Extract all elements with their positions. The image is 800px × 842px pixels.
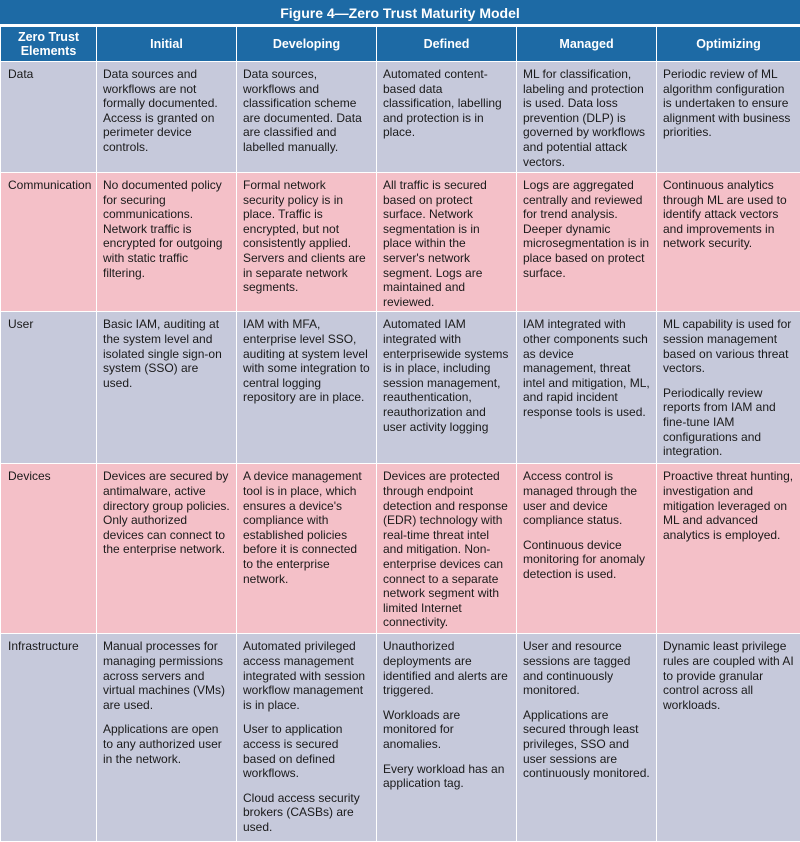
table-row-data: [1, 62, 800, 173]
cell-communication-initial: [97, 173, 237, 312]
table-row-communication: [1, 173, 800, 312]
cell-data-initial: [97, 62, 237, 173]
column-header-defined: Defined: [377, 27, 517, 62]
cell-devices-optimizing: [657, 464, 800, 634]
cell-devices-initial: [97, 464, 237, 634]
row-label-communication: Communication: [1, 173, 97, 312]
cell-paragraph: Logs are aggregated centrally and reviewed for trend analysis. Deeper dynamic microsegmentation is in place based on protect surface.: [523, 178, 650, 280]
cell-data-developing: [237, 62, 377, 173]
cell-paragraph: Devices are secured by antimalware, active directory group policies. Only authorized devices can connect to the enterprise network.: [103, 469, 230, 557]
cell-paragraph: IAM with MFA, enterprise level SSO, auditing at system level with some integration to central logging repository are in place.: [243, 317, 370, 405]
cell-paragraph: Automated privileged access management integrated with session workflow management is in place.: [243, 639, 370, 712]
maturity-table: [0, 26, 800, 842]
cell-user-initial: [97, 312, 237, 464]
cell-paragraph: No documented policy for securing communications. Network traffic is encrypted for outgoing with static traffic filtering.: [103, 178, 230, 280]
row-label-infrastructure: Infrastructure: [1, 634, 97, 842]
cell-paragraph: Applications are secured through least privileges, SSO and user sessions are continuously monitored.: [523, 708, 650, 781]
cell-paragraph: ML for classification, labeling and protection is used. Data loss prevention (DLP) is governed by workflows and potential attack vectors.: [523, 67, 650, 169]
cell-communication-developing: [237, 173, 377, 312]
cell-paragraph: IAM integrated with other components such as device management, threat intel and mitigation, ML, and rapid incident response tools is used.: [523, 317, 650, 419]
row-label-data: Data: [1, 62, 97, 173]
cell-infrastructure-managed: [517, 634, 657, 842]
row-label-user: User: [1, 312, 97, 464]
cell-paragraph: User and resource sessions are tagged and continuously monitored.: [523, 639, 650, 697]
figure-title: Figure 4—Zero Trust Maturity Model: [0, 0, 800, 26]
cell-communication-optimizing: [657, 173, 800, 312]
cell-paragraph: Formal network security policy is in place. Traffic is encrypted, but not consistently applied. Servers and clients are in separate network segments.: [243, 178, 370, 295]
cell-paragraph: Automated IAM integrated with enterprisewide systems is in place, including session management, reauthentication, reauthorization and user activity logging: [383, 317, 510, 434]
cell-paragraph: All traffic is secured based on protect surface. Network segmentation is in place within the server's network segment. Logs are maintained and reviewed.: [383, 178, 510, 309]
table-header: [1, 27, 800, 62]
table-row-infrastructure: [1, 634, 800, 842]
cell-user-developing: [237, 312, 377, 464]
cell-user-managed: [517, 312, 657, 464]
cell-paragraph: Workloads are monitored for anomalies.: [383, 708, 510, 752]
cell-paragraph: Periodic review of ML algorithm configuration is undertaken to ensure alignment with business priorities.: [663, 67, 794, 140]
cell-paragraph: ML capability is used for session management based on various threat vectors.: [663, 317, 794, 375]
table-row-devices: [1, 464, 800, 634]
column-header-initial: Initial: [97, 27, 237, 62]
table-row-user: [1, 312, 800, 464]
cell-paragraph: Manual processes for managing permissions across servers and virtual machines (VMs) are used.: [103, 639, 230, 712]
cell-user-defined: [377, 312, 517, 464]
cell-paragraph: Continuous device monitoring for anomaly detection is used.: [523, 538, 650, 582]
cell-paragraph: Unauthorized deployments are identified and alerts are triggered.: [383, 639, 510, 697]
row-label-devices: Devices: [1, 464, 97, 634]
column-header-optimizing: Optimizing: [657, 27, 800, 62]
cell-paragraph: Periodically review reports from IAM and fine-tune IAM configurations and integration.: [663, 386, 794, 459]
cell-paragraph: Data sources and workflows are not formally documented. Access is granted on perimeter device controls.: [103, 67, 230, 155]
cell-user-optimizing: [657, 312, 800, 464]
cell-data-managed: [517, 62, 657, 173]
cell-paragraph: User to application access is secured based on defined workflows.: [243, 722, 370, 780]
table-body: [1, 62, 800, 842]
cell-paragraph: Devices are protected through endpoint detection and response (EDR) technology with real-time threat intel and mitigation. Non-enterprise devices can connect to a separate network segment with limited Internet connectivity.: [383, 469, 510, 630]
column-header-elements: Zero Trust Elements: [1, 27, 97, 62]
cell-data-optimizing: [657, 62, 800, 173]
column-header-managed: Managed: [517, 27, 657, 62]
cell-paragraph: Applications are open to any authorized user in the network.: [103, 722, 230, 766]
cell-paragraph: Data sources, workflows and classification scheme are documented. Data are classified and labelled manually.: [243, 67, 370, 155]
cell-infrastructure-optimizing: [657, 634, 800, 842]
cell-infrastructure-defined: [377, 634, 517, 842]
cell-paragraph: Continuous analytics through ML are used to identify attack vectors and improvements in network security.: [663, 178, 794, 251]
cell-devices-defined: [377, 464, 517, 634]
cell-communication-defined: [377, 173, 517, 312]
cell-communication-managed: [517, 173, 657, 312]
cell-paragraph: A device management tool is in place, which ensures a device's compliance with established policies before it is connected to the enterprise network.: [243, 469, 370, 586]
cell-devices-developing: [237, 464, 377, 634]
cell-paragraph: Proactive threat hunting, investigation and mitigation leveraged on ML and advanced analytics is employed.: [663, 469, 794, 542]
cell-devices-managed: [517, 464, 657, 634]
cell-paragraph: Basic IAM, auditing at the system level and isolated single sign-on system (SSO) are used.: [103, 317, 230, 390]
cell-data-defined: [377, 62, 517, 173]
cell-infrastructure-developing: [237, 634, 377, 842]
cell-paragraph: Dynamic least privilege rules are coupled with AI to provide granular control across all workloads.: [663, 639, 794, 712]
cell-paragraph: Cloud access security brokers (CASBs) are used.: [243, 791, 370, 835]
cell-infrastructure-initial: [97, 634, 237, 842]
cell-paragraph: Every workload has an application tag.: [383, 762, 510, 791]
cell-paragraph: Access control is managed through the user and device compliance status.: [523, 469, 650, 527]
cell-paragraph: Automated content-based data classification, labelling and protection is in place.: [383, 67, 510, 140]
column-header-developing: Developing: [237, 27, 377, 62]
